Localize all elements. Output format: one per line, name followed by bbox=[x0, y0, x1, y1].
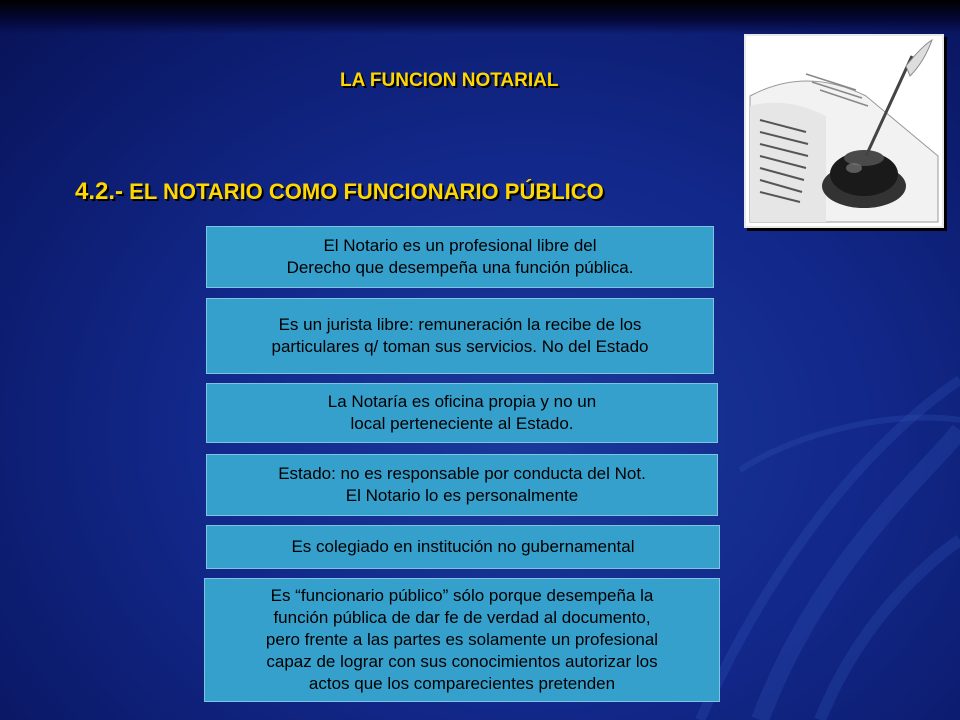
point-6-line-3: pero frente a las partes es solamente un profesional bbox=[265, 630, 659, 649]
point-3-line-1: La Notaría es oficina propia y no un bbox=[327, 392, 597, 411]
point-4-line-2: El Notario lo es personalmente bbox=[345, 486, 579, 505]
point-box-3 bbox=[206, 383, 718, 443]
point-1-line-1: El Notario es un profesional libre del bbox=[323, 236, 597, 255]
point-2-line-2: particulares q/ toman sus servicios. No del Estado bbox=[271, 337, 649, 356]
point-1-line-2: Derecho que desempeña una función pública. bbox=[286, 258, 634, 277]
point-box-1 bbox=[206, 226, 714, 288]
point-box-2 bbox=[206, 298, 714, 374]
point-5-line-1: Es colegiado en institución no gubernamental bbox=[291, 537, 635, 556]
quill-and-inkwell-on-open-book-icon bbox=[744, 34, 944, 228]
point-6-line-1: Es “funcionario público” sólo porque desempeña la bbox=[270, 586, 654, 605]
point-box-4 bbox=[206, 454, 718, 516]
point-6-line-5: actos que los comparecientes pretenden bbox=[308, 674, 616, 693]
point-box-5 bbox=[206, 525, 720, 569]
slide-title bbox=[75, 178, 755, 206]
point-box-6 bbox=[204, 578, 720, 702]
point-6-line-2: función pública de dar fe de verdad al documento, bbox=[273, 608, 651, 627]
slide-kicker: LA FUNCION NOTARIAL bbox=[340, 70, 559, 91]
point-3-line-2: local perteneciente al Estado. bbox=[350, 414, 574, 433]
title-text: EL NOTARIO COMO FUNCIONARIO PÚBLICO bbox=[129, 179, 604, 204]
point-4-line-1: Estado: no es responsable por conducta del Not. bbox=[278, 464, 646, 483]
point-2-line-1: Es un jurista libre: remuneración la recibe de los bbox=[278, 315, 642, 334]
title-number: 4.2.- bbox=[75, 178, 124, 205]
point-6-line-4: capaz de lograr con sus conocimientos autorizar los bbox=[266, 652, 658, 671]
